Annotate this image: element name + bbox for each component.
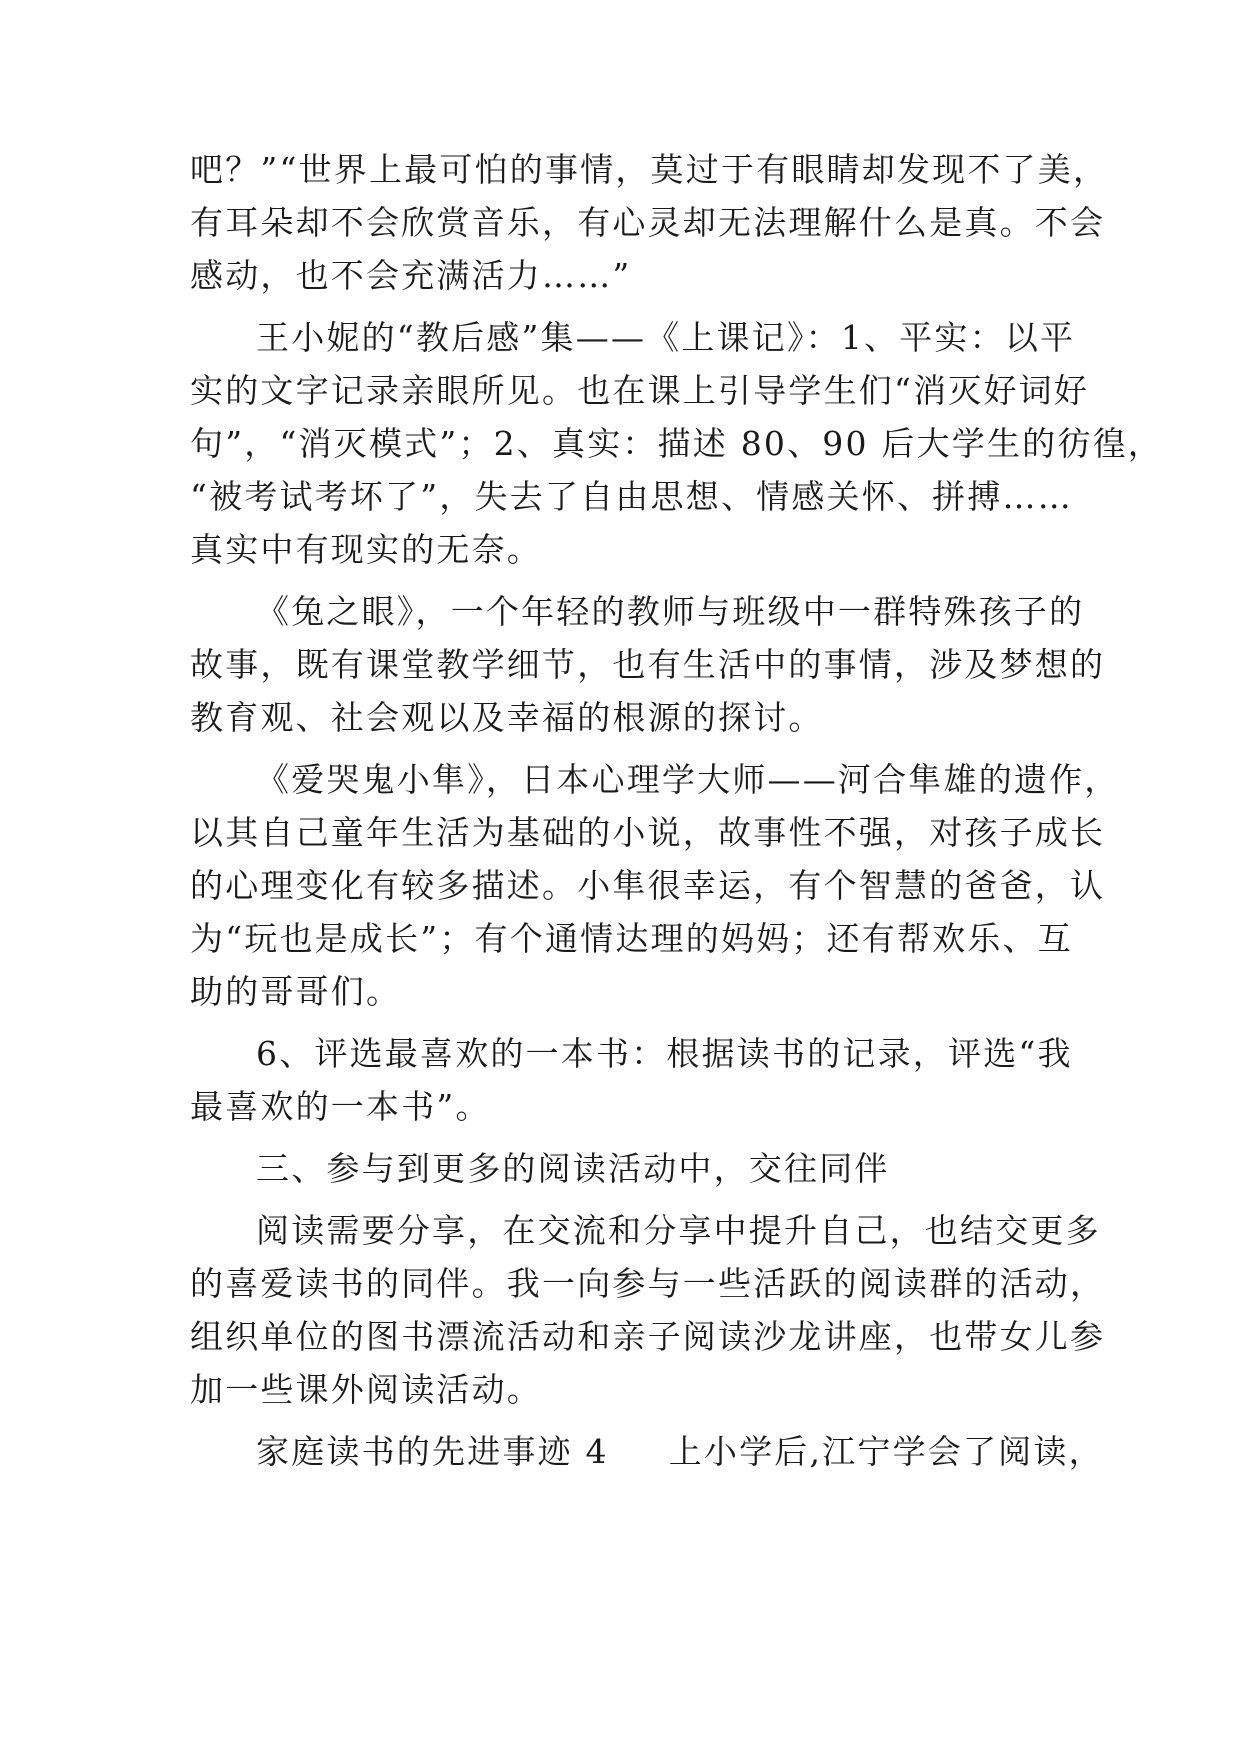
text-line: 吧？”“世界上最可怕的事情，莫过于有眼睛却发现不了美， [190,150,1109,189]
text-line [256,1432,1156,1472]
text-line: 阅读需要分享，在交流和分享中提升自己，也结交更多 [256,1211,1101,1250]
text-line: 故事，既有课堂教学细节，也有生活中的事情，涉及梦想的 [190,645,1106,684]
text-line: 助的哥哥们。 [190,972,402,1011]
text-line: 组织单位的图书漂流活动和亲子阅读沙龙讲座，也带女儿参 [190,1317,1106,1356]
text-line: 最喜欢的一本书”。 [190,1087,491,1126]
text-line: “被考试考坏了”，失去了自由思想、情感关怀、拼搏…… [190,477,1073,516]
text-line: 句”，“消灭模式”；2、真实：描述 80、90 后大学生的彷徨， [190,424,1163,463]
text-line: 教育观、社会观以及幸福的根源的探讨。 [190,698,824,737]
article-title: 家庭读书的先进事迹 4 [256,1432,609,1471]
article-text: 上小学后,江宁学会了阅读， [668,1432,1104,1471]
text-line: 的喜爱读书的同伴。我一向参与一些活跃的阅读群的活动， [190,1264,1106,1303]
text-line: 有耳朵却不会欣赏音乐，有心灵却无法理解什么是真。不会 [190,203,1106,242]
text-line: 6、评选最喜欢的一本书：根据读书的记录，评选“我 [256,1034,1073,1073]
text-line: 为“玩也是成长”；有个通情达理的妈妈；还有帮欢乐、互 [190,919,1073,958]
text-line: 加一些课外阅读活动。 [190,1370,542,1409]
text-line: 《兔之眼》，一个年轻的教师与班级中一群特殊孩子的 [256,592,1085,631]
text-line: 王小妮的“教后感”集——《上课记》：1、平实：以平 [256,318,1076,357]
text-line: 《爱哭鬼小隼》，日本心理学大师——河合隼雄的遗作， [256,760,1120,799]
text-line: 真实中有现实的无奈。 [190,530,542,569]
text-line: 实的文字记录亲眼所见。也在课上引导学生们“消灭好词好 [190,371,1090,410]
text-line: 感动，也不会充满活力……” [190,256,632,295]
text-line: 的心理变化有较多描述。小隼很幸运，有个智慧的爸爸，认 [190,866,1106,905]
text-line: 以其自己童年生活为基础的小说，故事性不强，对孩子成长 [190,813,1106,852]
section-heading: 三、参与到更多的阅读活动中，交往同伴 [256,1149,890,1188]
